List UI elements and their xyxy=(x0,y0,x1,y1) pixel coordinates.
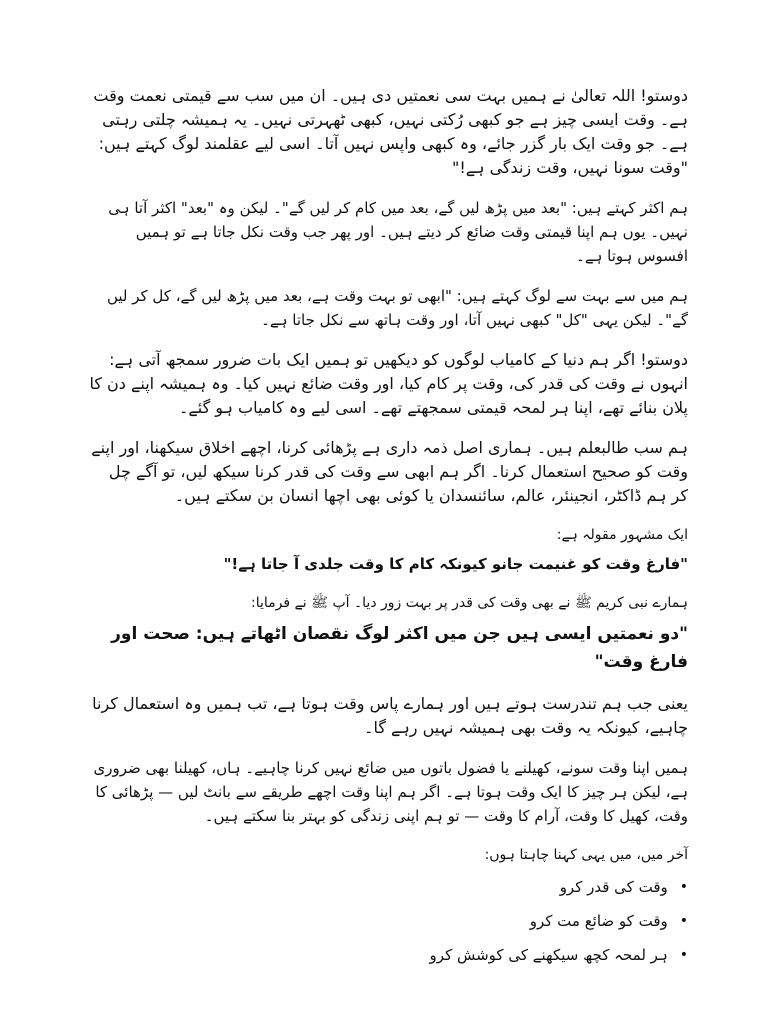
paragraph-meaning: یعنی جب ہم تندرست ہوتے ہیں اور ہمارے پاس وقت ہوتا ہے، تب ہمیں وہ استعمال کرنا چاہیے، کیونکہ یہ وقت بھی ہمیشہ نہیں رہے گا۔ xyxy=(92,694,688,737)
paragraph-tomorrow: ہم میں سے بہت سے لوگ کہتے ہیں: "ابھی تو بہت وقت ہے، بعد میں پڑھ لیں گے، کل کر لیں گے"۔ لیکن یہی "کل" کبھی نہیں آتا، اور وقت ہاتھ سے نکل جاتا ہے۔ xyxy=(106,287,688,329)
bullet-icon: • xyxy=(679,879,688,895)
point-text: ہر لمحہ کچھ سیکھنے کی کوشش کرو xyxy=(429,946,668,964)
closing-points-list xyxy=(88,876,688,966)
bullet-icon: • xyxy=(679,947,688,963)
paragraph-time-division: ہمیں اپنا وقت سونے، کھیلنے یا فضول باتوں میں ضائع نہیں کرنا چاہیے۔ ہاں، کھیلنا بھی ضروری ہے، لیکن ہر چیز کا ایک وقت ہوتا ہے۔ اگر ہم اپنا وقت اچھے طریقے سے بانٹ لیں — پڑھائی کا وقت، کھیل کا وقت، آرام کا وقت — تو ہم اپنی زندگی کو بہتر بنا سکتے ہیں۔ xyxy=(93,759,688,825)
closing-intro: آخر میں، میں یہی کہنا چاہتا ہوں: xyxy=(484,847,688,863)
paragraph-students: ہم سب طالبعلم ہیں۔ ہماری اصل ذمہ داری ہے پڑھائی کرنا، اچھے اخلاق سیکھنا، اور اپنے وقت کو صحیح استعمال کرنا۔ اگر ہم ابھی سے وقت کی قدر کرنا سیکھ لیں، تو آگے چل کر ہم ڈاکٹر، انجینئر، عالم، سائنسدان یا کوئی بھی اچھا انسان بن سکتے ہیں۔ xyxy=(91,438,688,505)
list-item xyxy=(88,876,688,898)
list-item xyxy=(88,944,688,966)
hadith-text: "دو نعمتیں ایسی ہیں جن میں اکثر لوگ نقصان اٹھاتے ہیں: صحت اور فارغ وقت" xyxy=(111,624,688,672)
paragraph-successful-people: دوستو! اگر ہم دنیا کے کامیاب لوگوں کو دیکھیں تو ہمیں ایک بات ضرور سمجھ آتی ہے: انہوں نے وقت کی قدر کی، وقت پر کام کیا، اور وقت ضائع نہیں کیا۔ وہ ہمیشہ اپنے دن کا پلان بنائے تھے، اپنا ہر لمحہ قیمتی سمجھتے تھے۔ اسی لیے وہ کامیاب ہو گئے۔ xyxy=(89,350,688,417)
list-item xyxy=(88,910,688,932)
quote-text: "فارغ وقت کو غنیمت جانو کیونکہ کام کا وقت جلدی آ جاتا ہے!" xyxy=(223,555,688,573)
bullet-icon: • xyxy=(679,913,688,929)
hadith-intro: ہمارے نبی کریم ﷺ نے بھی وقت کی قدر پر بہت زور دیا۔ آپ ﷺ نے فرمایا: xyxy=(251,595,688,611)
point-text: وقت کو ضائع مت کرو xyxy=(529,912,668,930)
document-body xyxy=(88,84,688,978)
point-text: وقت کی قدر کرو xyxy=(559,878,668,896)
paragraph-later: ہم اکثر کہتے ہیں: "بعد میں پڑھ لیں گے، بعد میں کام کر لیں گے"۔ لیکن وہ "بعد" اکثر آتا ہی نہیں۔ یوں ہم اپنا قیمتی وقت ضائع کر دیتے ہیں۔ اور پھر جب وقت نکل جاتا ہے تو ہمیں افسوس ہوتا ہے۔ xyxy=(108,199,688,265)
paragraph-intro: دوستو! اللہ تعالیٰ نے ہمیں بہت سی نعمتیں دی ہیں۔ ان میں سب سے قیمتی نعمت وقت ہے۔ وقت ایسی چیز ہے جو کبھی رُکتی نہیں، کبھی ٹھہرتی نہیں۔ یہ ہمیشہ چلتی رہتی ہے۔ جو وقت ایک بار گزر جائے، وہ کبھی واپس نہیں آتا۔ اسی لیے عقلمند لوگ کہتے ہیں: "وقت سونا نہیں، وقت زندگی ہے!" xyxy=(93,86,688,177)
quote-intro: ایک مشہور مقولہ ہے: xyxy=(556,527,688,543)
